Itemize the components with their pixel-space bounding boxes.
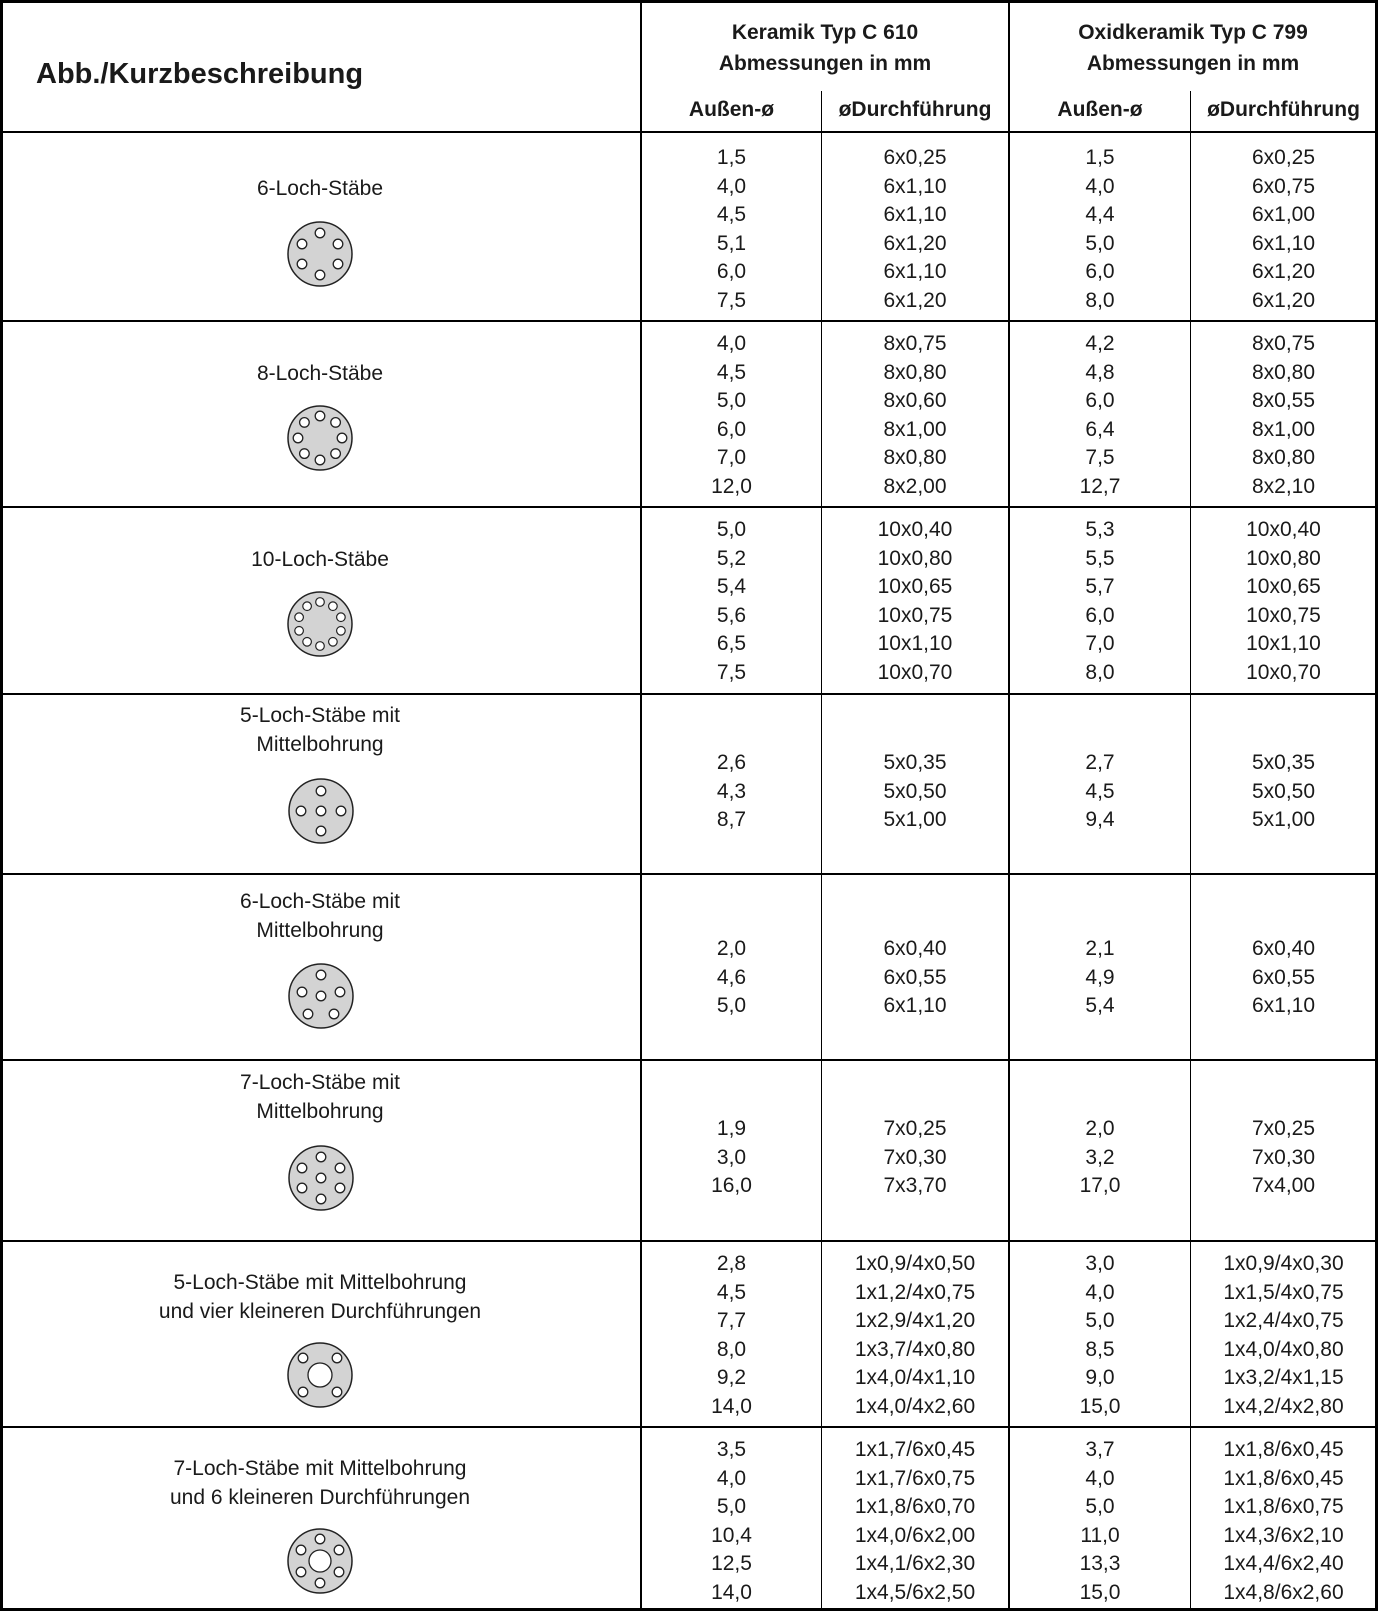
cell: 5x0,35 (1251, 751, 1316, 774)
cell: 6x1,10 (1251, 231, 1316, 255)
row-6-description (0, 1068, 640, 1126)
cell: 10x0,40 (877, 518, 953, 541)
header-group-c799-line1: Oxidkeramik Typ C 799 (1078, 21, 1308, 44)
cell: 3,5 (716, 1438, 747, 1461)
cell: 6x1,10 (883, 260, 947, 284)
cell: 4,3 (716, 779, 747, 803)
row-8-c610-passage (822, 1436, 1008, 1608)
header-group-c610-line2: Abmessungen in mm (718, 52, 932, 75)
row-6-desc-line: 7-Loch-Stäbe mit (240, 1071, 400, 1094)
row-5-desc-line: 6-Loch-Stäbe mit (240, 890, 400, 913)
header-c799-outer: Außen-ø (1057, 98, 1143, 121)
cell: 1x1,5/4x0,75 (1223, 1280, 1344, 1304)
cell: 1,9 (716, 1117, 747, 1140)
row-6-c799-passage (1191, 1115, 1376, 1201)
cell: 4,8 (1085, 360, 1115, 384)
cell: 8x0,80 (883, 360, 947, 384)
row-4-c610-passage (822, 749, 1008, 835)
cell: 17,0 (1079, 1174, 1121, 1198)
cell: 12,0 (711, 474, 752, 498)
cell: 8x0,80 (1251, 360, 1316, 384)
row-divider (0, 506, 1378, 508)
row-7-c610-outer (642, 1250, 821, 1422)
cell: 6x1,10 (1251, 994, 1316, 1018)
row-2-c799-outer (1010, 330, 1190, 502)
cell: 1x0,9/4x0,50 (854, 1252, 976, 1275)
cell: 6x1,20 (1251, 260, 1316, 284)
cell: 10x0,75 (1246, 603, 1321, 627)
row-5-c799-outer (1010, 935, 1190, 1021)
header-group-c610 (642, 17, 1008, 79)
row-divider (0, 1426, 1378, 1428)
cell: 8x2,10 (1251, 474, 1316, 498)
cell: 5,7 (1085, 575, 1115, 599)
cell: 9,2 (716, 1366, 747, 1390)
cell: 5,6 (716, 603, 747, 627)
cell: 5x1,00 (883, 808, 947, 832)
header-divider (0, 131, 1378, 133)
cell: 6x1,10 (883, 174, 947, 198)
cell: 6x1,20 (883, 288, 947, 312)
cell: 4,5 (1085, 779, 1115, 803)
row-1-c610-passage (822, 144, 1008, 316)
cell: 1x2,9/4x1,20 (854, 1309, 976, 1333)
row-5-desc-line: Mittelbohrung (256, 919, 384, 942)
row-8-c799-passage (1191, 1436, 1376, 1608)
cell: 4,5 (716, 203, 747, 227)
cell: 9,0 (1085, 1366, 1115, 1390)
row-1-c799-outer (1010, 144, 1190, 316)
row-3-description (0, 545, 640, 574)
row-5-description (0, 887, 640, 945)
cell: 8x1,00 (883, 417, 947, 441)
cell: 10x0,65 (877, 575, 953, 599)
cell: 5,1 (716, 231, 747, 255)
cell: 8x2,00 (883, 474, 947, 498)
cell: 1x4,0/6x2,00 (854, 1523, 976, 1547)
row-3-desc-line: 10-Loch-Stäbe (251, 548, 389, 571)
header-group-c799 (1010, 17, 1376, 79)
row-8-c799-outer (1010, 1436, 1190, 1608)
row-2-desc-line: 8-Loch-Stäbe (256, 362, 384, 385)
cell: 4,2 (1085, 332, 1115, 355)
cell: 4,0 (1085, 1466, 1115, 1490)
cell: 1x4,8/6x2,60 (1223, 1580, 1344, 1604)
cell: 4,0 (716, 1466, 747, 1490)
row-4-c799-passage (1191, 749, 1376, 835)
row-1-c799-passage (1191, 144, 1376, 316)
header-title: Abb./Kurzbeschreibung (36, 58, 364, 90)
cell: 7x0,30 (883, 1145, 947, 1169)
row-divider (0, 693, 1378, 695)
cell: 14,0 (711, 1580, 752, 1604)
row-5-c610-outer (642, 935, 821, 1021)
table-border-left (0, 0, 3, 1611)
cell: 4,5 (716, 1280, 747, 1304)
row-2-c610-outer (642, 330, 821, 502)
cell: 6x1,10 (883, 994, 947, 1018)
cell: 7x4,00 (1251, 1174, 1316, 1198)
cell: 7x0,25 (1251, 1117, 1316, 1140)
cell: 5,3 (1085, 518, 1115, 541)
row-7-c799-outer (1010, 1250, 1190, 1422)
cell: 7,7 (716, 1309, 747, 1333)
cell: 1x1,8/6x0,70 (854, 1495, 976, 1519)
cell: 7,0 (1085, 632, 1115, 656)
header-group-c799-line2: Abmessungen in mm (1086, 52, 1300, 75)
cell: 4,4 (1085, 203, 1115, 227)
header-c799-passage: øDurchführung (1207, 98, 1360, 121)
cell: 5,0 (716, 1495, 747, 1519)
cell: 1x1,7/6x0,75 (854, 1466, 976, 1490)
row-5-c799-passage (1191, 935, 1376, 1021)
cell: 1x4,0/4x2,60 (854, 1394, 976, 1418)
five-hole-center-bore-rod-icon (286, 776, 356, 846)
cell: 6x0,25 (883, 146, 947, 169)
cell: 5,0 (716, 994, 747, 1018)
cell: 6x1,20 (883, 231, 947, 255)
cell: 6,0 (1085, 603, 1115, 627)
cell: 5,5 (1085, 546, 1115, 570)
cell: 10x0,75 (877, 603, 953, 627)
cell: 15,0 (1079, 1580, 1121, 1604)
cell: 1,5 (1085, 146, 1115, 169)
row-2-c799-passage (1191, 330, 1376, 502)
row-8-description (0, 1454, 640, 1512)
cell: 7,5 (1085, 446, 1115, 470)
cell: 1x3,2/4x1,15 (1223, 1366, 1344, 1390)
cell: 7,5 (716, 288, 747, 312)
cell: 10x1,10 (877, 632, 953, 656)
row-1-c610-outer (642, 144, 821, 316)
cell: 2,0 (1085, 1117, 1115, 1140)
seven-hole-center-bore-rod-icon (286, 1143, 356, 1213)
row-4-description (0, 701, 640, 759)
cell: 4,0 (716, 174, 747, 198)
row-7-c799-passage (1191, 1250, 1376, 1422)
cell: 10x1,10 (1246, 632, 1321, 656)
cell: 8x0,80 (1251, 446, 1316, 470)
cell: 1x0,9/4x0,30 (1223, 1252, 1344, 1275)
row-7-description (0, 1268, 640, 1326)
cell: 1x4,4/6x2,40 (1223, 1552, 1344, 1576)
cell: 1x4,2/4x2,80 (1223, 1394, 1344, 1418)
cell: 2,1 (1085, 937, 1115, 960)
row-3-c610-outer (642, 516, 821, 688)
cell: 1x3,7/4x0,80 (854, 1337, 976, 1361)
cell: 4,6 (716, 965, 747, 989)
row-divider (0, 1240, 1378, 1242)
row-divider (0, 873, 1378, 875)
cell: 2,6 (716, 751, 747, 774)
cell: 5x1,00 (1251, 808, 1316, 832)
cell: 6,0 (716, 260, 747, 284)
cell: 10x0,80 (877, 546, 953, 570)
cell: 1x4,0/4x1,10 (854, 1366, 976, 1390)
cell: 6x0,40 (883, 937, 947, 960)
cell: 6x1,10 (883, 203, 947, 227)
cell: 8,7 (716, 808, 747, 832)
cell: 4,0 (1085, 174, 1115, 198)
table-border-top (0, 0, 1378, 3)
row-3-c610-passage (822, 516, 1008, 688)
header-c610-passage: øDurchführung (838, 98, 992, 121)
cell: 16,0 (711, 1174, 752, 1198)
cell: 11,0 (1080, 1523, 1120, 1547)
cell: 6,0 (716, 417, 747, 441)
row-6-c610-passage (822, 1115, 1008, 1201)
cell: 1x1,2/4x0,75 (854, 1280, 976, 1304)
row-6-c799-outer (1010, 1115, 1190, 1201)
cell: 2,7 (1085, 751, 1115, 774)
cell: 12,7 (1079, 474, 1121, 498)
cell: 10x0,70 (877, 660, 953, 684)
row-8-c610-outer (642, 1436, 821, 1608)
cell: 6x0,55 (883, 965, 947, 989)
cell: 5,0 (1085, 231, 1115, 255)
cell: 6,4 (1085, 417, 1115, 441)
row-7-c610-passage (822, 1250, 1008, 1422)
row-6-desc-line: Mittelbohrung (256, 1100, 384, 1123)
row-8-desc-line: und 6 kleineren Durchführungen (169, 1486, 471, 1509)
cell: 5x0,50 (883, 779, 947, 803)
cell: 6,5 (716, 632, 747, 656)
cell: 3,0 (716, 1145, 747, 1169)
header-c610-outer: Außen-ø (688, 98, 775, 121)
cell: 6,0 (1085, 389, 1115, 413)
cell: 6x0,40 (1251, 937, 1316, 960)
row-4-c610-outer (642, 749, 821, 835)
cell: 6x0,75 (1251, 174, 1316, 198)
cell: 1x1,7/6x0,45 (854, 1438, 976, 1461)
cell: 6x1,20 (1251, 288, 1316, 312)
six-hole-center-bore-rod-icon (286, 961, 356, 1031)
cell: 8,0 (716, 1337, 747, 1361)
cell: 3,2 (1085, 1145, 1115, 1169)
cell: 10x0,80 (1246, 546, 1321, 570)
cell: 8,5 (1085, 1337, 1115, 1361)
row-divider (0, 320, 1378, 322)
cell: 2,0 (716, 937, 747, 960)
cell: 1x4,0/4x0,80 (1223, 1337, 1344, 1361)
row-1-desc-line: 6-Loch-Stäbe (256, 177, 384, 200)
cell: 1x1,8/6x0,45 (1223, 1438, 1344, 1461)
cell: 5x0,35 (883, 751, 947, 774)
row-divider (0, 1059, 1378, 1061)
cell: 6,0 (1085, 260, 1115, 284)
cell: 8x0,80 (883, 446, 947, 470)
six-hole-rod-icon (285, 219, 355, 289)
cell: 3,7 (1085, 1438, 1115, 1461)
cell: 9,4 (1085, 808, 1115, 832)
cell: 1x1,8/6x0,45 (1223, 1466, 1344, 1490)
cell: 8x0,75 (883, 332, 947, 355)
row-4-desc-line: Mittelbohrung (256, 733, 384, 756)
row-2-description (0, 359, 640, 388)
cell: 2,8 (716, 1252, 747, 1275)
row-8-desc-line: 7-Loch-Stäbe mit Mittelbohrung (173, 1457, 467, 1480)
cell: 7x0,25 (883, 1117, 947, 1140)
cell: 5,0 (716, 518, 747, 541)
cell: 1x1,8/6x0,75 (1223, 1495, 1344, 1519)
cell: 10,4 (711, 1523, 752, 1547)
cell: 1x4,3/6x2,10 (1223, 1523, 1344, 1547)
cell: 10x0,70 (1246, 660, 1321, 684)
row-3-c799-outer (1010, 516, 1190, 688)
cell: 14,0 (711, 1394, 752, 1418)
cell: 8,0 (1085, 288, 1115, 312)
cell: 5,0 (1085, 1309, 1115, 1333)
cell: 10x0,65 (1246, 575, 1321, 599)
cell: 1,5 (716, 146, 747, 169)
cell: 4,9 (1085, 965, 1115, 989)
cell: 6x1,00 (1251, 203, 1316, 227)
cell: 10x0,40 (1246, 518, 1321, 541)
cell: 5,4 (716, 575, 747, 599)
row-5-c610-passage (822, 935, 1008, 1021)
cell: 7,0 (716, 446, 747, 470)
cell: 8x1,00 (1251, 417, 1316, 441)
row-7-desc-line: und vier kleineren Durchführungen (158, 1300, 482, 1323)
ten-hole-rod-icon (285, 589, 355, 659)
header-group-c610-line1: Keramik Typ C 610 (731, 21, 919, 44)
five-hole-large-center-rod-icon (285, 1340, 355, 1410)
cell: 4,0 (716, 332, 747, 355)
cell: 8x0,55 (1251, 389, 1316, 413)
row-6-c610-outer (642, 1115, 821, 1201)
cell: 5,0 (716, 389, 747, 413)
cell: 3,0 (1085, 1252, 1115, 1275)
row-7-desc-line: 5-Loch-Stäbe mit Mittelbohrung (173, 1271, 467, 1294)
cell: 8,0 (1085, 660, 1115, 684)
cell: 12,5 (711, 1552, 752, 1576)
cell: 1x2,4/4x0,75 (1223, 1309, 1344, 1333)
cell: 4,0 (1085, 1280, 1115, 1304)
row-1-description (0, 174, 640, 203)
seven-hole-large-center-rod-icon (285, 1526, 355, 1596)
cell: 7x0,30 (1251, 1145, 1316, 1169)
cell: 1x4,1/6x2,30 (854, 1552, 976, 1576)
cell: 13,3 (1079, 1552, 1121, 1576)
cell: 7,5 (716, 660, 747, 684)
cell: 6x0,55 (1251, 965, 1316, 989)
cell: 5,2 (716, 546, 747, 570)
cell: 15,0 (1079, 1394, 1121, 1418)
eight-hole-rod-icon (285, 403, 355, 473)
cell: 5x0,50 (1251, 779, 1316, 803)
cell: 7x3,70 (883, 1174, 947, 1198)
row-3-c799-passage (1191, 516, 1376, 688)
row-2-c610-passage (822, 330, 1008, 502)
cell: 5,4 (1085, 994, 1115, 1018)
row-4-c799-outer (1010, 749, 1190, 835)
cell: 8x0,75 (1251, 332, 1316, 355)
cell: 4,5 (716, 360, 747, 384)
cell: 5,0 (1085, 1495, 1115, 1519)
cell: 6x0,25 (1251, 146, 1316, 169)
cell: 8x0,60 (883, 389, 947, 413)
row-4-desc-line: 5-Loch-Stäbe mit (240, 704, 400, 727)
cell: 1x4,5/6x2,50 (854, 1580, 976, 1604)
